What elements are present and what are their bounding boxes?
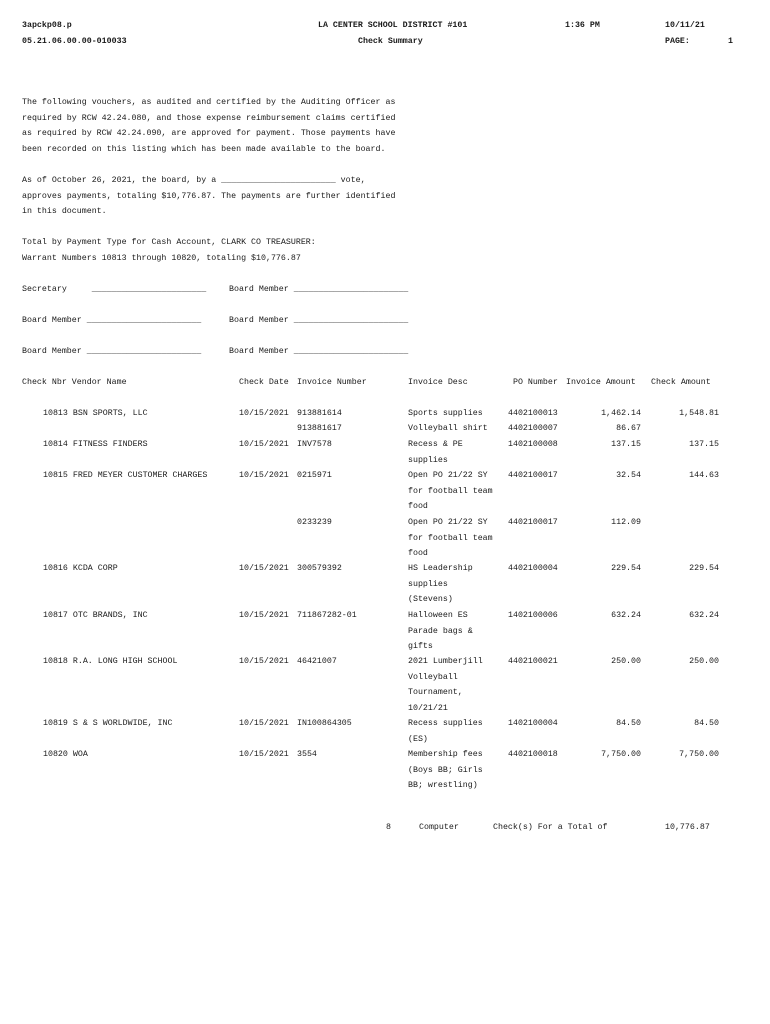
invoice-desc-line: for football team (408, 533, 493, 543)
report-id: 3apckp08.p (22, 21, 72, 30)
check-vendor: 10819 S & S WORLDWIDE, INC (43, 719, 173, 728)
check-vendor: 10816 KCDA CORP (43, 564, 118, 573)
invoice-number: 3554 (297, 750, 317, 759)
invoice-amount: 1,462.14 (601, 409, 641, 418)
check-amount: 84.50 (694, 719, 719, 728)
invoice-amount: 137.15 (611, 440, 641, 449)
invoice-amount: 250.00 (611, 657, 641, 666)
invoice-desc-line: Recess & PE (408, 440, 463, 449)
po-number: 1402100004 (508, 719, 558, 728)
intro-line: as required by RCW 42.24.090, are approved for payment. Those payments have (22, 129, 396, 138)
check-vendor: 10813 BSN SPORTS, LLC (43, 409, 148, 418)
invoice-amount: 86.67 (616, 424, 641, 433)
invoice-desc-line: gifts (408, 642, 433, 651)
po-number: 1402100006 (508, 611, 558, 620)
invoice-desc-line: Open PO 21/22 SY (408, 518, 488, 527)
page-number: 1 (728, 37, 733, 46)
invoice-desc-line: 2021 Lumberjill (408, 657, 483, 666)
check-vendor: 10817 OTC BRANDS, INC (43, 611, 148, 620)
check-vendor: 10818 R.A. LONG HIGH SCHOOL (43, 657, 178, 666)
check-amount: 137.15 (689, 440, 719, 449)
invoice-desc-line: Tournament, (408, 688, 463, 697)
invoice-desc-line: Halloween ES (408, 611, 468, 620)
po-number: 1402100008 (508, 440, 558, 449)
invoice-desc-line: food (408, 502, 428, 511)
invoice-desc-line: Open PO 21/22 SY (408, 471, 488, 480)
page-title: Check Summary (358, 37, 423, 46)
intro-line: been recorded on this listing which has been made available to the board. (22, 145, 386, 154)
signature-line: Board Member _______________________ (229, 285, 409, 294)
check-amount: 632.24 (689, 611, 719, 620)
invoice-number: 46421007 (297, 657, 337, 666)
invoice-number: 0215971 (297, 471, 332, 480)
invoice-desc-line: (Stevens) (408, 595, 453, 604)
check-date: 10/15/2021 (239, 564, 289, 573)
invoice-number: 913881614 (297, 409, 342, 418)
invoice-amount: 229.54 (611, 564, 641, 573)
invoice-desc-line: (ES) (408, 734, 428, 744)
signature-line: Board Member _______________________ (229, 347, 409, 356)
check-count: 8 (386, 823, 391, 832)
po-number: 4402100013 (508, 409, 558, 418)
invoice-desc-line: supplies (408, 455, 448, 465)
check-amount: 7,750.00 (679, 750, 719, 759)
invoice-amount: 84.50 (616, 719, 641, 728)
approval-line: approves payments, totaling $10,776.87. The payments are further identified (22, 192, 396, 201)
check-amount: 1,548.81 (679, 409, 719, 418)
check-date: 10/15/2021 (239, 471, 289, 480)
invoice-desc-line: HS Leadership (408, 564, 473, 573)
invoice-number: 711867282-01 (297, 611, 357, 620)
invoice-amount: 632.24 (611, 611, 641, 620)
column-header-invoice-desc: Invoice Desc (408, 378, 468, 387)
signature-line: Secretary _______________________ (22, 285, 207, 294)
invoice-desc-line: Volleyball shirt (408, 424, 488, 433)
invoice-number: 913881617 (297, 424, 342, 433)
payment-type: Computer (419, 823, 459, 832)
check-date: 10/15/2021 (239, 719, 289, 728)
column-header-check-vendor: Check Nbr Vendor Name (22, 378, 127, 387)
approval-line: in this document. (22, 207, 107, 216)
check-date: 10/15/2021 (239, 440, 289, 449)
signature-line: Board Member _______________________ (22, 316, 202, 325)
po-number: 4402100017 (508, 471, 558, 480)
column-header-check-date: Check Date (239, 378, 289, 387)
invoice-desc-line: Membership fees (408, 750, 483, 759)
invoice-amount: 7,750.00 (601, 750, 641, 759)
invoice-amount: 32.54 (616, 471, 641, 480)
check-amount: 250.00 (689, 657, 719, 666)
po-number: 4402100017 (508, 518, 558, 527)
invoice-number: INV7578 (297, 440, 332, 449)
check-date: 10/15/2021 (239, 611, 289, 620)
invoice-desc-line: food (408, 549, 428, 558)
signature-line: Board Member _______________________ (22, 347, 202, 356)
invoice-number: 300579392 (297, 564, 342, 573)
check-amount: 144.63 (689, 471, 719, 480)
intro-line: The following vouchers, as audited and certified by the Auditing Officer as (22, 98, 396, 107)
check-date: 10/15/2021 (239, 409, 289, 418)
invoice-desc-line: (Boys BB; Girls (408, 765, 483, 775)
report-time: 1:36 PM (565, 21, 600, 30)
column-header-invoice-amount: Invoice Amount (566, 378, 636, 387)
invoice-desc-line: Volleyball (408, 672, 458, 682)
invoice-desc-line: 10/21/21 (408, 703, 448, 713)
invoice-amount: 112.09 (611, 518, 641, 527)
column-header-invoice-number: Invoice Number (297, 378, 367, 387)
report-date: 10/11/21 (665, 21, 705, 30)
invoice-desc-line: BB; wrestling) (408, 781, 478, 790)
total-label: Check(s) For a Total of (493, 823, 608, 832)
totals-line: Warrant Numbers 10813 through 10820, totaling $10,776.87 (22, 254, 301, 263)
po-number: 4402100004 (508, 564, 558, 573)
invoice-desc-line: Sports supplies (408, 409, 483, 418)
check-vendor: 10820 WOA (43, 750, 88, 759)
approval-line: As of October 26, 2021, the board, by a _______________________ vote, (22, 176, 366, 185)
po-number: 4402100007 (508, 424, 558, 433)
po-number: 4402100018 (508, 750, 558, 759)
invoice-desc-line: supplies (408, 579, 448, 589)
column-header-po-number: PO Number (513, 378, 558, 387)
invoice-desc-line: Parade bags & (408, 626, 473, 636)
check-vendor: 10814 FITNESS FINDERS (43, 440, 148, 449)
check-date: 10/15/2021 (239, 657, 289, 666)
report-code: 05.21.06.00.00-010033 (22, 37, 127, 46)
check-date: 10/15/2021 (239, 750, 289, 759)
po-number: 4402100021 (508, 657, 558, 666)
page-label: PAGE: (665, 37, 690, 46)
grand-total: 10,776.87 (665, 823, 710, 832)
district-name: LA CENTER SCHOOL DISTRICT #101 (318, 21, 468, 30)
intro-line: required by RCW 42.24.080, and those expense reimbursement claims certified (22, 114, 396, 123)
invoice-number: IN100864305 (297, 719, 352, 728)
check-amount: 229.54 (689, 564, 719, 573)
signature-line: Board Member _______________________ (229, 316, 409, 325)
column-header-check-amount: Check Amount (651, 378, 711, 387)
check-vendor: 10815 FRED MEYER CUSTOMER CHARGES (43, 471, 208, 480)
invoice-desc-line: for football team (408, 486, 493, 496)
invoice-desc-line: Recess supplies (408, 719, 483, 728)
invoice-number: 0233239 (297, 518, 332, 527)
totals-line: Total by Payment Type for Cash Account, CLARK CO TREASURER: (22, 238, 316, 247)
